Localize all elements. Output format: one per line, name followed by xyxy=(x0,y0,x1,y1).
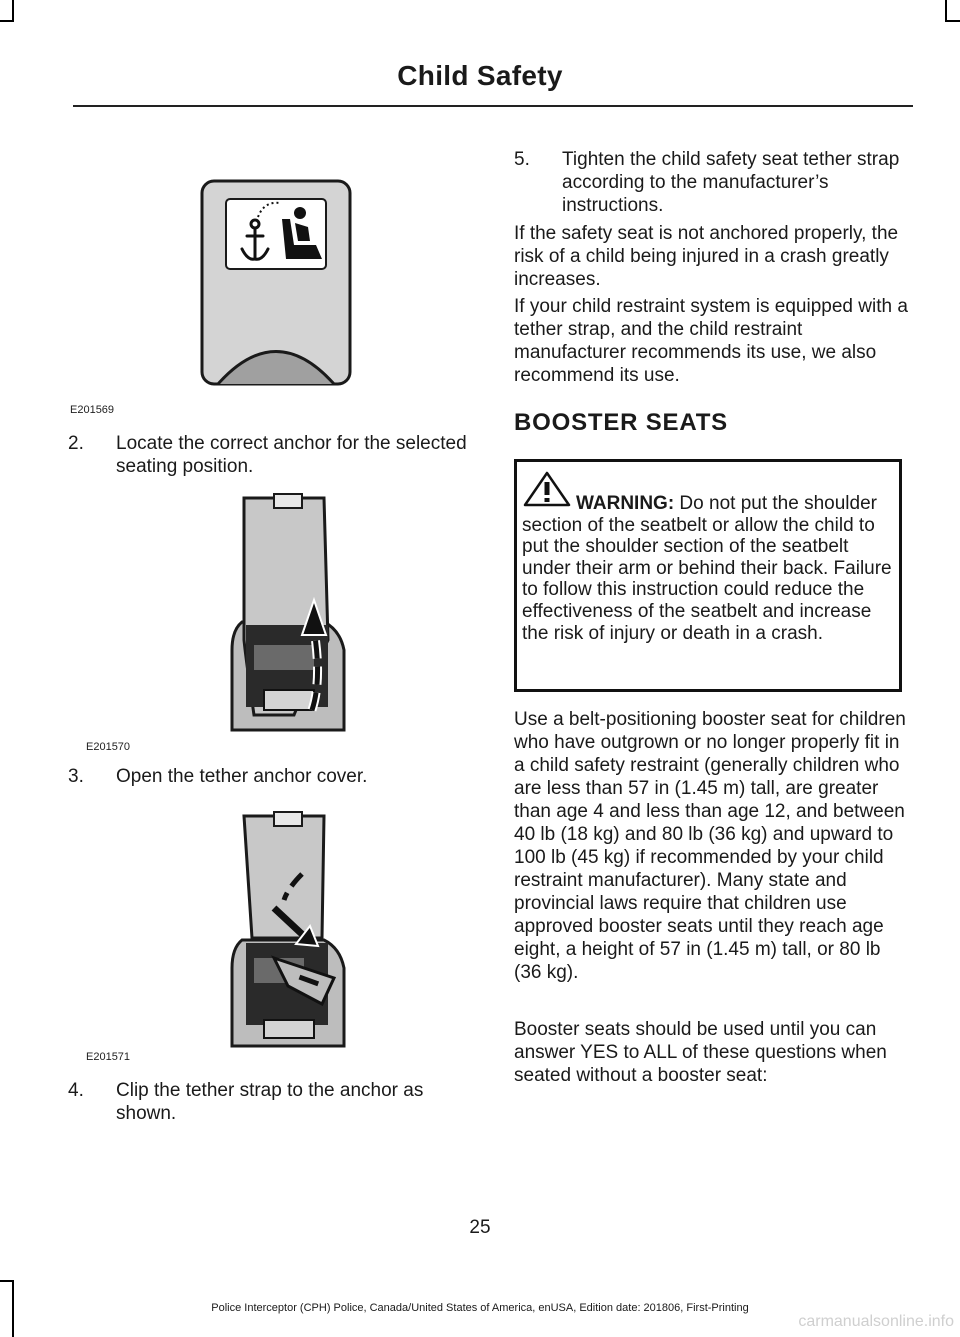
anchor-cover-closed-illustration xyxy=(224,490,350,738)
step-4 xyxy=(68,1079,468,1125)
step-2 xyxy=(68,432,468,478)
paragraph: Use a belt-positioning booster seat for children who have outgrown or no longer properly fit in a child safety restraint (generally children who are less than 57 in (1.45 m) tall, are greater than age 4 and less than age 12, and between 40 lb (18 kg) and 80 lb (36 kg) and upward to 100 lb (45 kg) if recommended by your child restraint manufacturer). Many state and provincial laws require that children use approved booster seats until they reach age eight, a height of 57 in (1.45 m) tall, or 80 lb (36 kg). xyxy=(514,709,906,983)
step-number: 2. xyxy=(68,433,84,454)
page-number: 25 xyxy=(469,1217,491,1238)
section-heading: BOOSTER SEATS xyxy=(514,409,728,436)
figure-id: E201569 xyxy=(70,404,115,416)
watermark: carmanualsonline.info xyxy=(798,1313,954,1330)
step-5 xyxy=(514,148,909,217)
step-number: 5. xyxy=(514,149,530,170)
figure-id: E201571 xyxy=(86,1051,131,1063)
crop-mark xyxy=(0,20,14,22)
warning-text xyxy=(522,493,900,644)
paragraph: Booster seats should be used until you can answer YES to ALL of these questions when seated without a booster seat: xyxy=(514,1019,887,1086)
step-text: Tighten the child safety seat tether strap according to the manufacturer’s instructions. xyxy=(562,149,900,216)
anchor-cover-open-illustration xyxy=(224,808,350,1053)
page-title: Child Safety xyxy=(397,60,563,91)
warning-label: WARNING: xyxy=(576,493,675,514)
step-number: 4. xyxy=(68,1080,84,1101)
tether-anchor-seat-icon xyxy=(200,179,352,386)
figure-id: E201570 xyxy=(86,741,131,753)
crop-mark xyxy=(945,20,960,22)
warning-body: Do not put the shoulder section of the seatbelt or allow the child to put the shoulder section of the seatbelt under their arm or behind their back. Failure to follow this instruction could reduce the effectiveness of the seatbelt and increase the risk of injury or death in a crash. xyxy=(522,493,892,644)
header-rule xyxy=(73,105,913,107)
step-text: Clip the tether strap to the anchor as shown. xyxy=(116,1080,424,1124)
crop-mark xyxy=(12,0,14,22)
paragraph: If the safety seat is not anchored properly, the risk of a child being injured in a crash greatly increases. xyxy=(514,223,899,290)
footer-text: Police Interceptor (CPH) Police, Canada/United States of America, enUSA, Edition date: 201806, First-Printing xyxy=(211,1302,749,1314)
crop-mark xyxy=(945,0,947,22)
step-text: Locate the correct anchor for the selected seating position. xyxy=(116,433,467,477)
paragraph: If your child restraint system is equipped with a tether strap, and the child restraint manufacturer recommends its use, we also recommend its use. xyxy=(514,296,908,386)
step-3 xyxy=(68,765,468,788)
step-number: 3. xyxy=(68,766,84,787)
step-text: Open the tether anchor cover. xyxy=(116,766,368,787)
crop-mark xyxy=(0,1280,14,1282)
